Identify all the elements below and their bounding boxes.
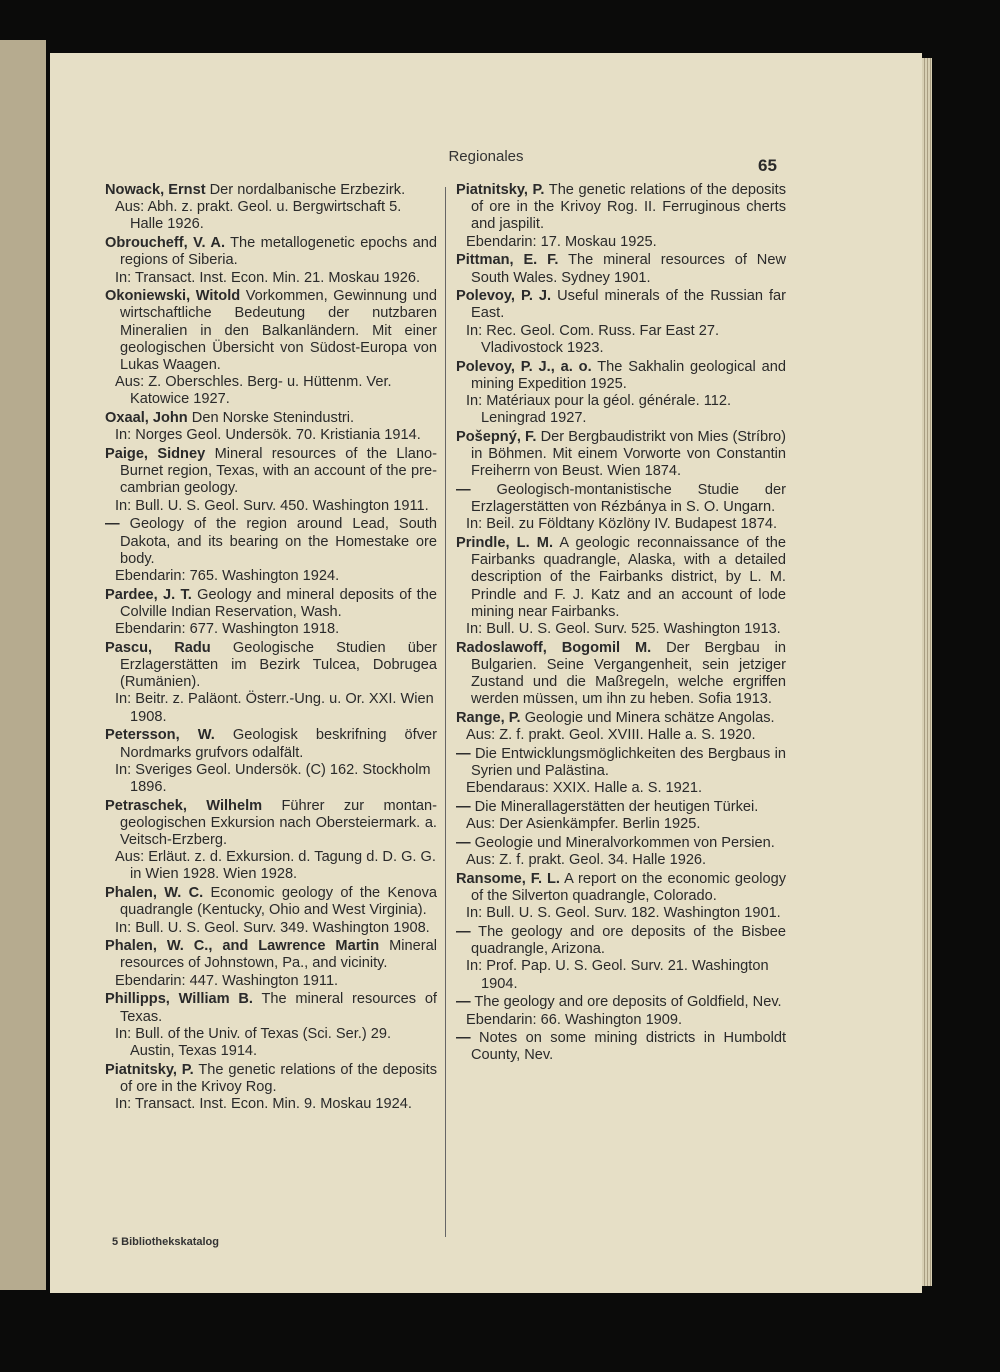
entry-publication: In: Beitr. z. Paläont. Österr.-Ung. u. Or. XXI. Wien 1908.: [115, 691, 434, 725]
entry-author: Pardee, J. T.: [105, 586, 192, 603]
entry-author: Range, P.: [456, 710, 521, 727]
entry-author: —: [456, 994, 471, 1011]
entry-author: —: [456, 924, 471, 941]
entry-title: The genetic relations of the deposits of ore in the Krivoy Rog.: [120, 1061, 437, 1095]
entry-author: Petraschek, Wilhelm: [105, 797, 263, 814]
entry-author: Okoniewski, Witold: [105, 288, 241, 305]
entry-publication: In: Bull. of the Univ. of Texas (Sci. Ser.) 29. Austin, Texas 1914.: [115, 1025, 392, 1059]
entry-author: Paige, Sidney: [105, 446, 206, 463]
entry-title: Geologisch-montanistische Studie der Erzlagerstätten von Rézbánya in S. O. Ungarn.: [471, 481, 786, 516]
entry-publication: In: Bull. U. S. Geol. Surv. 450. Washington 1911.: [115, 497, 429, 514]
entry-publication: Aus: Abh. z. prakt. Geol. u. Bergwirtschaft 5. Halle 1926.: [115, 199, 402, 233]
entry-author: Obroucheff, V. A.: [105, 235, 225, 252]
entry-title: Der nordalbanische Erzbezirk.: [209, 182, 406, 198]
entry-main: [456, 871, 786, 905]
page-number: 65: [758, 156, 777, 175]
entry-publication: In: Sveriges Geol. Undersök. (C) 162. Stockholm 1896.: [115, 761, 431, 795]
entry-main: [456, 1030, 786, 1064]
entry-title: The genetic relations of the deposits of ore in the Krivoy Rog. II. Ferruginous cherts and jaspilit.: [471, 182, 786, 233]
entry-title: Notes on some mining districts in Humboldt County, Nev.: [471, 1030, 787, 1064]
entry-main: [105, 516, 437, 568]
entry-publication: In: Norges Geol. Undersök. 70. Kristiania 1914.: [115, 427, 421, 444]
right-column: [456, 182, 786, 1066]
entry-title: Der Bergbaudistrikt von Mies (Stríbro) in Böhmen. Mit einem Vorworte von Constantin Freiherrn von Beust. Wien 1874.: [471, 428, 786, 480]
entry-publication: In: Beil. zu Földtany Közlöny IV. Budapest 1874.: [466, 516, 777, 533]
entry-publication: In: Rec. Geol. Com. Russ. Far East 27. Vladivostock 1923.: [466, 322, 720, 356]
bibliography-entry: [105, 410, 437, 444]
entry-main: [105, 235, 437, 269]
entry-main: [105, 727, 437, 761]
bibliography-entry: [105, 727, 437, 796]
signature-mark: 5 Bibliothekskatalog: [112, 1236, 219, 1248]
bibliography-entry: [456, 640, 786, 709]
column-divider: [445, 187, 446, 1237]
entry-publication: Ebendarin: 677. Washington 1918.: [115, 621, 340, 638]
entry-title: Useful minerals of the Russian far East.: [471, 288, 786, 322]
bibliography-entry: [456, 746, 786, 798]
entry-title: Vorkommen, Gewinnung und wirtschaftliche Bedeutung der nutzbaren Mineralien in den Balkanländern. Mit einer geologischen Übersicht von Südost-Europa von Lukas Waagen.: [120, 288, 437, 374]
entry-main: [456, 359, 786, 393]
bibliography-entry: [105, 938, 437, 990]
entry-title: Die Minerallagerstätten der heutigen Türkei.: [474, 799, 759, 816]
entry-title: Geologisk beskrifning öfver Nordmarks grufvors odalfält.: [120, 727, 437, 761]
entry-publication: In: Prof. Pap. U. S. Geol. Surv. 21. Washington 1904.: [466, 958, 769, 992]
entry-main: [105, 288, 437, 374]
entry-main: [456, 288, 786, 322]
bibliography-entry: [456, 835, 786, 869]
entry-main: [456, 799, 786, 816]
entry-title: Der Bergbau in Bulgarien. Seine Vergangenheit, sein jetziger Zustand und die Maßregeln, welche ergriffen werden müssen, um ihn zu heben. Sofia 1913.: [471, 639, 786, 708]
bibliography-entry: [456, 359, 786, 428]
entry-title: A report on the economic geology of the Silverton quadrangle, Colorado.: [471, 870, 786, 905]
entry-publication: Ebendarin: 17. Moskau 1925.: [466, 233, 657, 250]
entry-title: Mineral resources of the Llano-Burnet region, Texas, with an account of the pre-cambrian geology.: [120, 446, 438, 497]
entry-main: [456, 924, 786, 958]
bibliography-entry: [105, 1062, 437, 1114]
bibliography-entry: [105, 516, 437, 585]
running-head: Regionales: [448, 148, 524, 165]
entry-publication: Aus: Erläut. z. d. Exkursion. d. Tagung d. D. G. G. in Wien 1928. Wien 1928.: [115, 849, 436, 883]
entry-author: Petersson, W.: [105, 727, 215, 744]
entry-main: [105, 991, 437, 1025]
bibliography-entry: [456, 871, 786, 923]
entry-publication: In: Transact. Inst. Econ. Min. 21. Moskau 1926.: [115, 269, 421, 286]
entry-title: Geology of the region around Lead, South Dakota, and its bearing on the Homestake ore body.: [120, 516, 438, 567]
entry-publication: In: Bull. U. S. Geol. Surv. 525. Washington 1913.: [466, 621, 781, 638]
entry-main: [105, 1062, 437, 1096]
entry-main: [105, 798, 437, 850]
entry-main: [105, 938, 437, 972]
entry-publication: In: Bull. U. S. Geol. Surv. 182. Washington 1901.: [466, 905, 781, 922]
bibliography-entry: [105, 991, 437, 1060]
entry-main: [456, 835, 786, 852]
entry-author: Polevoy, P. J., a. o.: [456, 358, 592, 375]
entry-title: Mineral resources of Johnstown, Pa., and vicinity.: [120, 938, 437, 972]
entry-main: [456, 640, 786, 709]
entry-author: Prindle, L. M.: [456, 535, 554, 552]
entry-author: —: [456, 799, 471, 816]
entry-publication: Ebendarin: 66. Washington 1909.: [466, 1011, 683, 1028]
entry-title: Geology and mineral deposits of the Colville Indian Reservation, Wash.: [120, 586, 437, 620]
entry-publication: In: Matériaux pour la géol. générale. 112. Leningrad 1927.: [466, 392, 732, 427]
page-fore-edge: [922, 58, 932, 1286]
entry-title: The mineral resources of New South Wales. Sydney 1901.: [471, 252, 786, 286]
left-column: [105, 182, 437, 1115]
entry-main: [456, 182, 786, 234]
entry-title: Die Entwicklungsmöglichkeiten des Bergbaus in Syrien und Palästina.: [471, 746, 787, 780]
entry-author: —: [456, 481, 471, 498]
entry-title: The Sakhalin geological and mining Expedition 1925.: [471, 358, 786, 392]
entry-author: Pošepný, F.: [456, 428, 537, 445]
entry-title: A geologic reconnaissance of the Fairbanks quadrangle, Alaska, with a detailed description of the Fairbanks district, by L. M. Prindle and F. J. Katz and an account of lode mining near Fairbanks.: [471, 535, 786, 620]
bibliography-entry: [105, 235, 437, 287]
entry-main: [105, 182, 437, 199]
entry-title: Geologische Studien über Erzlagerstätten im Bezirk Tulcea, Dobrugea (Rumänien).: [120, 639, 437, 691]
bibliography-entry: [456, 710, 786, 744]
entry-title: Den Norske Stenindustri.: [191, 410, 355, 427]
entry-main: [105, 446, 437, 498]
entry-author: —: [456, 1030, 471, 1047]
entry-author: —: [456, 835, 471, 852]
entry-author: Piatnitsky, P.: [456, 182, 545, 198]
bibliography-entry: [456, 288, 786, 357]
entry-main: [456, 429, 786, 481]
facing-page-edge: [0, 40, 46, 1290]
entry-title: The geology and ore deposits of the Bisbee quadrangle, Arizona.: [471, 924, 787, 958]
bibliography-entry: [105, 798, 437, 884]
entry-main: [105, 410, 437, 427]
entry-publication: In: Bull. U. S. Geol. Surv. 349. Washington 1908.: [115, 919, 430, 936]
bibliography-entry: [456, 482, 786, 534]
entry-publication: Aus: Z. f. prakt. Geol. 34. Halle 1926.: [466, 852, 707, 869]
entry-main: [456, 746, 786, 780]
bibliography-entry: [105, 587, 437, 639]
entry-publication: Ebendaraus: XXIX. Halle a. S. 1921.: [466, 780, 703, 797]
entry-title: Geologie und Mineralvorkommen von Persien.: [474, 835, 775, 852]
entry-author: Nowack, Ernst: [105, 182, 206, 198]
entry-publication: Ebendarin: 447. Washington 1911.: [115, 972, 339, 989]
entry-main: [456, 482, 786, 516]
entry-main: [456, 994, 786, 1011]
entry-title: The mineral resources of Texas.: [120, 991, 437, 1025]
bibliography-entry: [456, 252, 786, 286]
entry-title: The metallogenetic epochs and regions of Siberia.: [120, 235, 437, 269]
entry-author: Phillipps, William B.: [105, 991, 253, 1008]
entry-author: Oxaal, John: [105, 410, 188, 427]
bibliography-entry: [105, 446, 437, 515]
bibliography-entry: [456, 994, 786, 1028]
entry-main: [105, 587, 437, 621]
entry-main: [456, 535, 786, 621]
entry-publication: Ebendarin: 765. Washington 1924.: [115, 567, 340, 584]
bibliography-entry: [456, 1030, 786, 1064]
bibliography-entry: [456, 799, 786, 833]
entry-author: Radoslawoff, Bogomil M.: [456, 639, 652, 656]
bibliography-entry: [105, 182, 437, 234]
bibliography-entry: [105, 885, 437, 937]
entry-author: Phalen, W. C., and Lawrence Martin: [105, 938, 380, 955]
bibliography-entry: [105, 288, 437, 408]
bibliography-entry: [456, 924, 786, 993]
entry-title: Geologie und Minera schätze Angolas.: [524, 710, 775, 727]
entry-author: Pittman, E. F.: [456, 252, 559, 269]
entry-title: The geology and ore deposits of Goldfield, Nev.: [474, 994, 782, 1011]
book-page: [50, 53, 922, 1293]
entry-author: Pascu, Radu: [105, 639, 211, 656]
bibliography-entry: [456, 182, 786, 251]
bibliography-entry: [105, 640, 437, 726]
entry-main: [105, 885, 437, 919]
entry-publication: Aus: Z. Oberschles. Berg- u. Hüttenm. Ver. Katowice 1927.: [115, 374, 392, 408]
entry-publication: Aus: Z. f. prakt. Geol. XVIII. Halle a. S. 1920.: [466, 727, 756, 744]
entry-author: Phalen, W. C.: [105, 885, 204, 902]
entry-author: Polevoy, P. J.: [456, 288, 552, 305]
entry-title: Führer zur montan-geologischen Exkursion nach Obersteiermark. a. Veitsch-Erzberg.: [120, 797, 437, 849]
bibliography-entry: [456, 535, 786, 638]
entry-author: Ransome, F. L.: [456, 870, 560, 887]
entry-main: [105, 640, 437, 692]
entry-main: [456, 252, 786, 286]
bibliography-entry: [456, 429, 786, 481]
entry-publication: Aus: Der Asienkämpfer. Berlin 1925.: [466, 816, 701, 833]
entry-author: —: [456, 746, 471, 762]
entry-title: Economic geology of the Kenova quadrangle (Kentucky, Ohio and West Virginia).: [120, 885, 437, 919]
entry-main: [456, 710, 786, 727]
entry-publication: In: Transact. Inst. Econ. Min. 9. Moskau 1924.: [115, 1096, 412, 1113]
entry-author: —: [105, 516, 120, 533]
entry-author: Piatnitsky, P.: [105, 1061, 194, 1078]
